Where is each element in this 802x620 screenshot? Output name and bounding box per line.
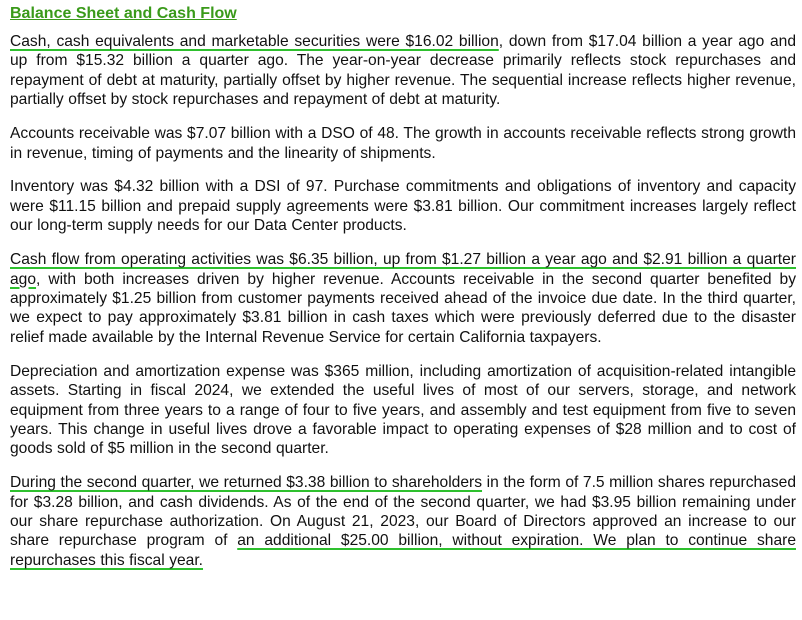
paragraph-cashflow xyxy=(10,250,796,347)
paragraph-cash xyxy=(10,32,796,110)
section-heading: Balance Sheet and Cash Flow xyxy=(10,5,237,22)
paragraph-inventory xyxy=(10,177,796,235)
paragraph-inventory-text: Inventory was $4.32 billion with a DSI of 97. Purchase commitments and obligations of inventory and capacity were $11.15 billion and prepaid supply agreements were $3.81 billion. Our commitment increases largely reflect our long-term supply needs for our Data Center products. xyxy=(10,178,796,235)
paragraph-depreciation-text: Depreciation and amortization expense was $365 million, including amortization of acquisition-related intangible assets. Starting in fiscal 2024, we extended the useful lives of most of our servers, storage, and network equipment from three years to a range of four to five years, and assembly and test equipment from five to seven years. This change in useful lives drove a favorable impact to operating expenses of $28 million and to cost of goods sold of $5 million in the second quarter. xyxy=(10,362,796,458)
paragraph-cash-text: , down from $17.04 billion a year ago and up from $15.32 billion a quarter ago. The year-on-year decrease primarily reflects stock repurchases and repayment of debt at maturity, partially offset by higher revenue. The sequential increase reflects higher revenue, partially offset by stock repurchases and repayment of debt at maturity. xyxy=(10,33,797,109)
highlight-buyback-increase: an additional $25.00 billion, without expiration. We plan to continue share repurchases this fiscal year. xyxy=(10,532,796,569)
paragraph-receivables xyxy=(10,124,796,163)
document-page xyxy=(10,4,796,585)
highlight-shareholder-returns: During the second quarter, we returned $3.38 billion to shareholders xyxy=(10,474,483,492)
paragraph-receivables-text: Accounts receivable was $7.07 billion with a DSO of 48. The growth in accounts receivable reflects strong growth in revenue, timing of payments and the linearity of shipments. xyxy=(10,125,796,162)
paragraph-depreciation xyxy=(10,362,796,459)
highlight-operating-cash-flow: Cash flow from operating activities was $6.35 billion, up from $1.27 billion a year ago and $2.91 billion a quarter ago xyxy=(10,251,796,288)
paragraph-returns-text: in the form of 7.5 million shares repurchased for $3.28 billion, and cash dividends. As of the end of the second quarter, we had $3.95 billion remaining under our share repurchase authorization. On August 21, 2023, our Board of Directors approved an increase to our share repurchase program of xyxy=(10,474,796,550)
highlight-cash-securities: Cash, cash equivalents and marketable securities were $16.02 billion xyxy=(10,33,499,50)
paragraph-returns xyxy=(10,473,796,570)
paragraph-cashflow-text: , with both increases driven by higher revenue. Accounts receivable in the second quarter benefited by approximately $1.25 billion from customer payments received ahead of the invoice due date. In the third quarter, we expect to pay approximately $3.81 billion in cash taxes which were previously deferred due to the disaster relief made available by the Internal Revenue Service for certain California taxpayers. xyxy=(10,270,796,346)
